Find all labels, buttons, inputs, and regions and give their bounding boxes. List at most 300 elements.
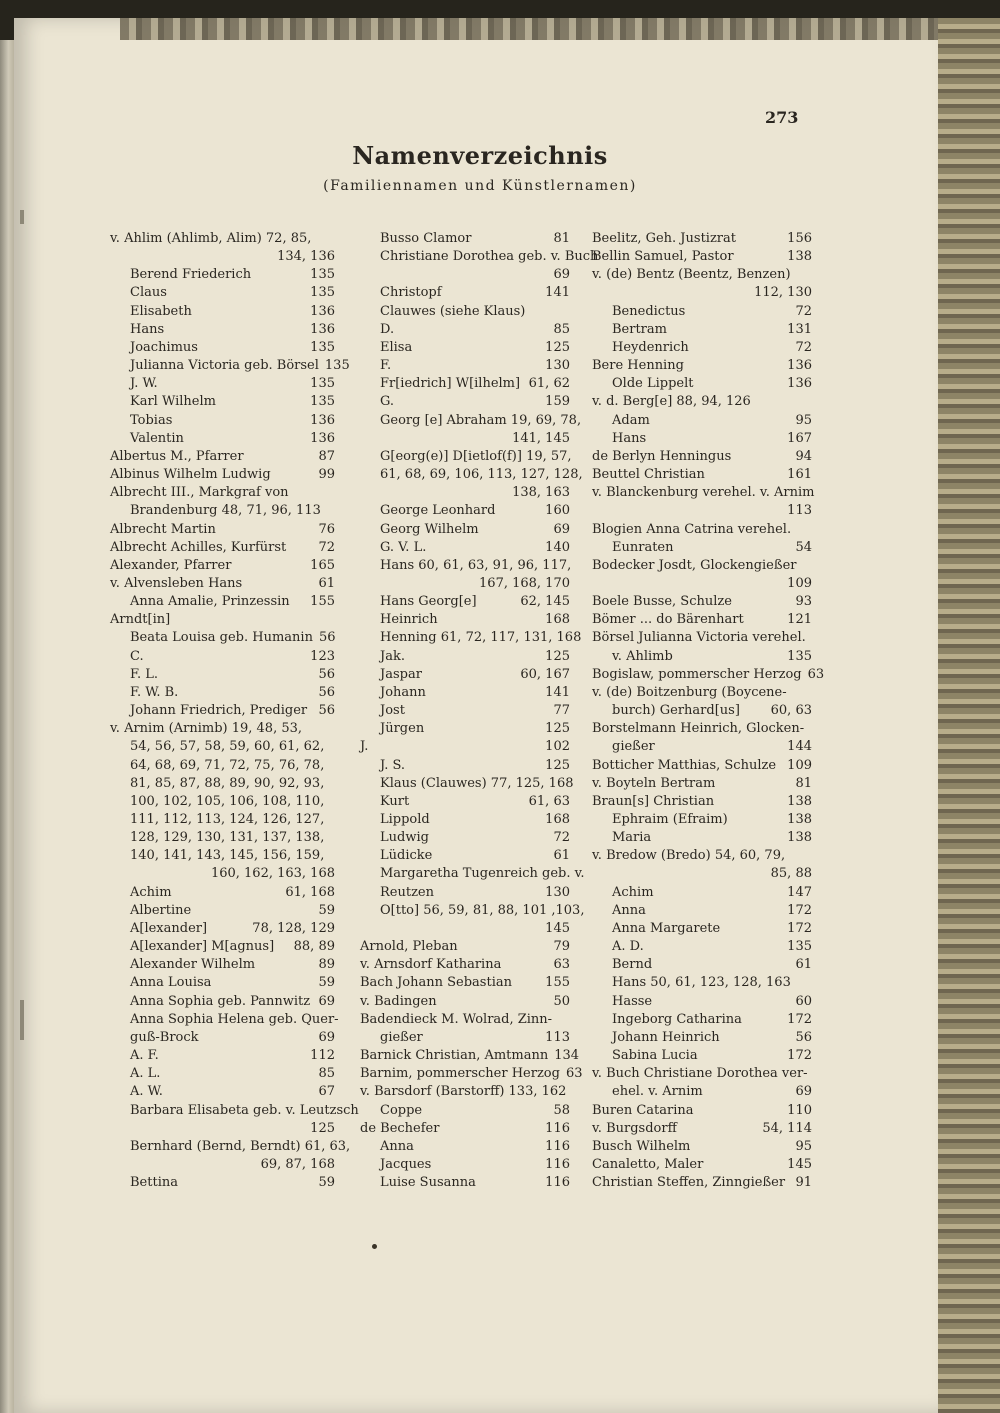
entry-name: Bodecker Josdt, Glockengießer xyxy=(592,557,797,573)
entry-name: 54, 56, 57, 58, 59, 60, 61, 62, xyxy=(130,739,325,755)
entry-name: C. xyxy=(130,648,144,664)
index-entry xyxy=(360,938,570,956)
entry-pages: 63 xyxy=(565,1066,583,1082)
entry-pages xyxy=(583,466,589,484)
index-entry xyxy=(360,720,570,738)
entry-pages: 138 xyxy=(787,830,812,846)
entry-name: Albrecht Martin xyxy=(110,521,216,537)
index-entry xyxy=(110,775,335,793)
entry-name: Berend Friederich xyxy=(130,267,252,283)
entry-pages xyxy=(806,684,812,702)
entry-name: Claus xyxy=(130,285,167,301)
index-entry xyxy=(110,702,335,720)
index-entry xyxy=(592,1065,812,1083)
index-entry xyxy=(360,684,570,702)
entry-pages: 61, 168 xyxy=(285,884,335,900)
entry-name: Jacques xyxy=(380,1156,432,1172)
entry-name: burch) Gerhard[us] xyxy=(612,703,740,719)
entry-pages: 88, 89 xyxy=(293,939,335,955)
entry-pages: 155 xyxy=(545,975,570,991)
entry-pages: 85 xyxy=(318,1066,335,1082)
entry-pages: 87 xyxy=(318,448,335,464)
index-entry xyxy=(360,521,570,539)
index-entry xyxy=(592,1156,812,1174)
entry-pages: 63 xyxy=(553,957,570,973)
entry-name: Barnick Christian, Amtmann xyxy=(360,1048,549,1064)
index-entry xyxy=(110,284,335,302)
entry-name: v. Badingen xyxy=(360,993,437,1009)
index-column-1 xyxy=(110,230,359,1192)
entry-name: F. xyxy=(380,358,392,374)
entry-name: Canaletto, Maler xyxy=(592,1156,704,1172)
index-entry xyxy=(592,375,812,393)
entry-pages: 113 xyxy=(787,503,812,519)
entry-name: Anna xyxy=(380,1138,414,1154)
index-entry xyxy=(360,1065,583,1083)
index-entry xyxy=(592,938,812,956)
index-entry xyxy=(110,1083,335,1101)
entry-pages xyxy=(564,1011,570,1029)
entry-pages: 165 xyxy=(310,557,335,573)
entry-name: Valentin xyxy=(130,430,184,446)
entry-pages: 172 xyxy=(787,902,812,918)
entry-name: Anna xyxy=(612,902,646,918)
index-entry xyxy=(360,339,570,357)
entry-pages: 141, 145 xyxy=(512,430,570,446)
index-entry xyxy=(360,1120,570,1138)
entry-name: Bellin Samuel, Pastor xyxy=(592,249,734,265)
entry-name: Elisa xyxy=(380,339,413,355)
entry-pages xyxy=(808,1065,814,1083)
entry-name: 64, 68, 69, 71, 72, 75, 76, 78, xyxy=(130,757,325,773)
entry-pages xyxy=(329,847,335,865)
index-entry xyxy=(360,1156,570,1174)
entry-name: v. Burgsdorff xyxy=(592,1120,677,1136)
index-entry xyxy=(360,448,570,466)
entry-pages: 99 xyxy=(318,467,335,483)
entry-name: Christiane Dorothea geb. v. Buch xyxy=(380,249,599,265)
entry-name: Albrecht Achilles, Kurfürst xyxy=(110,539,287,555)
entry-pages: 136 xyxy=(310,430,335,446)
entry-name: Olde Lippelt xyxy=(612,376,694,392)
entry-pages: 136 xyxy=(787,376,812,392)
index-entry xyxy=(110,1174,335,1192)
entry-pages xyxy=(572,448,578,466)
entry-pages: 56 xyxy=(795,1029,812,1045)
entry-pages: 116 xyxy=(545,1120,570,1136)
entry-pages: 136 xyxy=(310,321,335,337)
entry-pages xyxy=(585,865,591,883)
index-entry xyxy=(110,593,335,611)
entry-pages: 72 xyxy=(795,339,812,355)
entry-pages: 63 xyxy=(807,666,825,682)
entry-name: v. d. Berg[e] 88, 94, 126 xyxy=(592,394,751,410)
entry-name: v. Boyteln Bertram xyxy=(592,775,716,791)
entry-pages: 112, 130 xyxy=(754,285,812,301)
entry-name: Bernd xyxy=(612,957,653,973)
entry-name: Klaus (Clauwes) 77, 125, 168 xyxy=(380,775,574,791)
entry-pages: 56 xyxy=(318,684,335,700)
entry-pages: 135 xyxy=(310,339,335,355)
index-entry xyxy=(360,648,570,666)
index-entry xyxy=(360,466,583,484)
index-entry xyxy=(592,466,812,484)
entry-pages: 54 xyxy=(795,539,812,555)
entry-name: Anna Louisa xyxy=(130,975,212,991)
entry-name: Borstelmann Heinrich, Glocken- xyxy=(592,721,805,737)
entry-pages xyxy=(806,521,812,539)
entry-name: J. S. xyxy=(380,757,406,773)
page-subtitle: (Familiennamen und Künstlernamen) xyxy=(323,178,637,194)
index-entry xyxy=(592,393,812,411)
index-entry xyxy=(592,557,812,575)
entry-pages xyxy=(329,720,335,738)
index-entry xyxy=(592,865,812,883)
entry-name: Braun[s] Christian xyxy=(592,793,715,809)
entry-pages: 130 xyxy=(545,884,570,900)
index-entry xyxy=(110,648,335,666)
index-entry xyxy=(110,539,335,557)
entry-pages: 135 xyxy=(310,376,335,392)
index-entry xyxy=(360,902,585,920)
index-entry xyxy=(360,248,599,266)
index-entry xyxy=(110,1120,335,1138)
entry-name: Anna Sophia geb. Pannwitz xyxy=(130,993,311,1009)
index-entry xyxy=(110,884,335,902)
entry-pages: 145 xyxy=(545,920,570,936)
entry-pages: 125 xyxy=(545,721,570,737)
entry-pages: 59 xyxy=(318,902,335,918)
entry-name: v. (de) Boitzenburg (Boycene- xyxy=(592,684,787,700)
index-column-2 xyxy=(360,230,599,1192)
entry-name: A. L. xyxy=(130,1066,161,1082)
entry-pages: 58 xyxy=(553,1102,570,1118)
entry-name: J. xyxy=(360,739,369,755)
entry-pages: 112 xyxy=(310,1048,335,1064)
index-entry xyxy=(110,1065,335,1083)
entry-pages: 138, 163 xyxy=(512,485,570,501)
index-entry xyxy=(360,1083,570,1101)
index-entry xyxy=(360,393,570,411)
index-entry xyxy=(592,430,812,448)
index-entry xyxy=(360,321,570,339)
index-entry xyxy=(360,357,570,375)
entry-name: Achim xyxy=(612,884,654,900)
entry-name: Botticher Matthias, Schulze xyxy=(592,757,777,773)
entry-pages: 95 xyxy=(795,1138,812,1154)
index-entry xyxy=(110,974,335,992)
entry-pages xyxy=(806,557,812,575)
index-entry xyxy=(360,484,570,502)
entry-pages: 141 xyxy=(545,684,570,700)
entry-pages: 79 xyxy=(553,939,570,955)
entry-name: v. Ahlim (Ahlimb, Alim) 72, 85, xyxy=(110,231,312,246)
index-entry xyxy=(110,811,335,829)
entry-name: gießer xyxy=(380,1029,423,1045)
entry-name: Henning 61, 72, 117, 131, 168 xyxy=(380,630,582,646)
entry-pages: 145 xyxy=(787,1156,812,1172)
entry-name: Alexander Wilhelm xyxy=(130,957,256,973)
entry-name: Johann Friedrich, Prediger xyxy=(130,703,308,719)
index-entry xyxy=(592,339,812,357)
index-entry xyxy=(360,811,570,829)
entry-name: Hans xyxy=(130,321,165,337)
entry-name: Barbara Elisabeta geb. v. Leutzsch xyxy=(130,1102,359,1118)
entry-name: Blogien Anna Catrina verehel. xyxy=(592,521,792,537)
entry-name: v. Arnsdorf Katharina xyxy=(360,957,502,973)
index-column-3 xyxy=(592,230,825,1192)
entry-pages: 61 xyxy=(318,575,335,591)
entry-name: de Bechefer xyxy=(360,1120,440,1136)
entry-name: Heinrich xyxy=(380,612,438,628)
index-entry xyxy=(110,793,335,811)
entry-pages: 135 xyxy=(787,939,812,955)
entry-pages: 110 xyxy=(787,1102,812,1118)
index-entry xyxy=(110,339,335,357)
entry-pages: 109 xyxy=(787,575,812,591)
index-entry xyxy=(110,757,335,775)
page-number: 273 xyxy=(765,108,799,127)
index-entry xyxy=(360,575,570,593)
index-entry xyxy=(360,865,585,883)
index-entry xyxy=(360,430,570,448)
index-entry xyxy=(360,884,570,902)
entry-pages: 167, 168, 170 xyxy=(479,575,570,591)
index-entry xyxy=(592,757,812,775)
entry-pages: 156 xyxy=(787,231,812,246)
entry-name: Lüdicke xyxy=(380,848,433,864)
entry-pages: 135 xyxy=(787,648,812,664)
entry-pages: 56 xyxy=(318,630,336,646)
index-entry xyxy=(592,920,812,938)
entry-name: Jak. xyxy=(380,648,405,664)
entry-name: O[tto] 56, 59, 81, 88, 101 ,103, xyxy=(380,902,585,918)
entry-name: Christian Steffen, Zinngießer xyxy=(592,1175,786,1191)
entry-pages: 77 xyxy=(553,703,570,719)
entry-name: ehel. v. Arnim xyxy=(612,1084,703,1100)
entry-pages xyxy=(584,902,590,920)
left-page-edge xyxy=(0,40,14,1413)
index-entry xyxy=(360,956,570,974)
index-entry xyxy=(110,920,335,938)
entry-pages: 81 xyxy=(795,775,812,791)
entry-name: 128, 129, 130, 131, 137, 138, xyxy=(130,830,325,846)
index-entry xyxy=(592,829,812,847)
entry-pages: 85 xyxy=(553,321,570,337)
entry-name: 140, 141, 143, 145, 156, 159, xyxy=(130,848,325,864)
entry-pages: 168 xyxy=(545,812,570,827)
index-entry xyxy=(592,1174,812,1192)
index-entry xyxy=(592,993,812,1011)
index-entry xyxy=(110,629,335,647)
entry-pages: 125 xyxy=(545,757,570,773)
page-title: Namenverzeichnis xyxy=(352,141,608,170)
entry-name: Beuttel Christian xyxy=(592,467,705,483)
index-entry xyxy=(360,1029,570,1047)
index-entry xyxy=(110,230,335,248)
entry-pages xyxy=(806,847,812,865)
index-entry xyxy=(360,539,570,557)
entry-pages xyxy=(571,557,577,575)
entry-pages xyxy=(806,266,812,284)
entry-pages: 125 xyxy=(310,1120,335,1136)
entry-name: Georg Wilhelm xyxy=(380,521,479,537)
index-entry xyxy=(110,1029,335,1047)
index-entry xyxy=(110,484,335,502)
entry-pages: 61 xyxy=(795,957,812,973)
index-entry xyxy=(592,702,812,720)
entry-name: Fr[iedrich] W[ilhelm] xyxy=(380,376,521,392)
index-entry xyxy=(110,1156,335,1174)
entry-name: Margaretha Tugenreich geb. v. xyxy=(380,866,585,882)
index-entry xyxy=(592,303,812,321)
index-entry xyxy=(592,720,812,738)
entry-pages: 69, 87, 168 xyxy=(260,1156,335,1172)
entry-name: Bernhard (Bernd, Berndt) 61, 63, xyxy=(130,1138,351,1154)
entry-name: Barnim, pommerscher Herzog xyxy=(360,1066,560,1082)
entry-name: Hans Georg[e] xyxy=(380,594,477,610)
index-entry xyxy=(110,430,335,448)
entry-name: A. W. xyxy=(130,1084,163,1100)
entry-name: J. W. xyxy=(130,376,158,392)
index-entry xyxy=(360,793,570,811)
entry-name: Busso Clamor xyxy=(380,231,472,246)
entry-name: Hans 60, 61, 63, 91, 96, 117, xyxy=(380,557,572,573)
entry-name: Anna Margarete xyxy=(612,920,721,936)
index-entry xyxy=(592,811,812,829)
entry-pages: 172 xyxy=(787,920,812,936)
entry-name: gießer xyxy=(612,739,655,755)
entry-pages: 72 xyxy=(795,303,812,319)
index-entry xyxy=(360,847,570,865)
index-entry xyxy=(360,284,570,302)
gutter-mark xyxy=(20,210,24,224)
entry-pages xyxy=(329,502,335,520)
entry-name: Eunraten xyxy=(612,539,674,555)
entry-pages: 125 xyxy=(545,339,570,355)
index-entry xyxy=(360,666,570,684)
index-entry xyxy=(592,266,812,284)
index-entry xyxy=(110,829,335,847)
index-entry xyxy=(592,1083,812,1101)
index-entry xyxy=(592,629,812,647)
index-entry xyxy=(592,666,825,684)
entry-name: G[eorg(e)] D[ietlof(f)] 19, 57, xyxy=(380,448,572,464)
index-entry xyxy=(360,1047,580,1065)
index-entry xyxy=(360,775,574,793)
entry-name: Arndt[in] xyxy=(110,612,171,628)
entry-pages xyxy=(329,611,335,629)
entry-pages xyxy=(329,775,335,793)
index-entry xyxy=(360,1102,570,1120)
entry-pages: 136 xyxy=(787,358,812,374)
entry-pages: 102 xyxy=(545,739,570,755)
index-entry xyxy=(592,611,812,629)
entry-name: Anna Sophia Helena geb. Quer- xyxy=(130,1011,339,1027)
index-entry xyxy=(592,575,812,593)
entry-name: 100, 102, 105, 106, 108, 110, xyxy=(130,793,325,809)
index-entry xyxy=(592,974,812,992)
entry-pages: 85, 88 xyxy=(770,866,812,882)
entry-name: Johann Heinrich xyxy=(612,1029,720,1045)
entry-name: v. Barsdorf (Barstorff) 133, 162 xyxy=(360,1084,567,1100)
entry-name: Busch Wilhelm xyxy=(592,1138,691,1154)
entry-name: Jaspar xyxy=(380,666,422,682)
entry-pages: 168 xyxy=(545,612,570,628)
entry-name: Christopf xyxy=(380,285,442,301)
index-entry xyxy=(592,902,812,920)
entry-name: Albertus M., Pfarrer xyxy=(110,448,244,464)
index-entry xyxy=(592,230,812,248)
index-entry xyxy=(360,557,570,575)
index-entry xyxy=(360,611,570,629)
index-entry xyxy=(360,974,570,992)
index-entry xyxy=(360,702,570,720)
entry-name: Albertine xyxy=(130,902,192,918)
entry-pages xyxy=(339,1011,345,1029)
entry-pages: 61, 63 xyxy=(528,793,570,809)
entry-pages: 69 xyxy=(318,1029,335,1045)
entry-pages: 141 xyxy=(545,285,570,301)
index-entry xyxy=(360,920,570,938)
entry-name: v. Blanckenburg verehel. v. Arnim xyxy=(592,485,815,501)
entry-name: Hans xyxy=(612,430,647,446)
entry-pages: 113 xyxy=(545,1029,570,1045)
entry-pages xyxy=(574,775,580,793)
entry-name: Börsel Julianna Victoria verehel. xyxy=(592,630,806,646)
entry-name: F. W. B. xyxy=(130,684,179,700)
index-entry xyxy=(592,884,812,902)
index-entry xyxy=(360,230,570,248)
index-entry xyxy=(360,303,570,321)
entry-name: Arnold, Pleban xyxy=(360,939,458,955)
index-entry xyxy=(110,611,335,629)
index-entry xyxy=(360,1011,570,1029)
index-entry xyxy=(592,284,812,302)
index-entry xyxy=(360,1138,570,1156)
entry-name: Reutzen xyxy=(380,884,434,900)
index-entry xyxy=(110,502,335,520)
index-entry xyxy=(592,847,812,865)
entry-pages: 59 xyxy=(318,1175,335,1191)
entry-name: Achim xyxy=(130,884,172,900)
entry-pages: 56 xyxy=(318,703,335,719)
entry-pages: 69 xyxy=(553,267,570,283)
entry-name: A[lexander] xyxy=(130,920,208,936)
entry-name: Bogislaw, pommerscher Herzog xyxy=(592,666,802,682)
entry-name: Coppe xyxy=(380,1102,423,1118)
index-entry xyxy=(360,375,570,393)
entry-pages xyxy=(329,230,335,248)
entry-pages: 138 xyxy=(787,812,812,827)
entry-pages: 159 xyxy=(545,394,570,410)
index-entry xyxy=(592,1011,812,1029)
entry-name: Albrecht III., Markgraf von xyxy=(110,485,289,501)
entry-name: 61, 68, 69, 106, 113, 127, 128, xyxy=(380,467,583,483)
index-entry xyxy=(592,1029,812,1047)
entry-pages xyxy=(329,811,335,829)
index-entry xyxy=(110,720,335,738)
entry-name: de Berlyn Henningus xyxy=(592,448,732,464)
entry-name: v. Bredow (Bredo) 54, 60, 79, xyxy=(592,848,786,864)
entry-pages: 135 xyxy=(310,285,335,301)
index-entry xyxy=(592,539,812,557)
index-entry xyxy=(360,757,570,775)
entry-pages: 93 xyxy=(795,594,812,610)
entry-name: Clauwes (siehe Klaus) xyxy=(380,303,526,319)
entry-pages xyxy=(329,757,335,775)
entry-pages: 56 xyxy=(318,666,335,682)
